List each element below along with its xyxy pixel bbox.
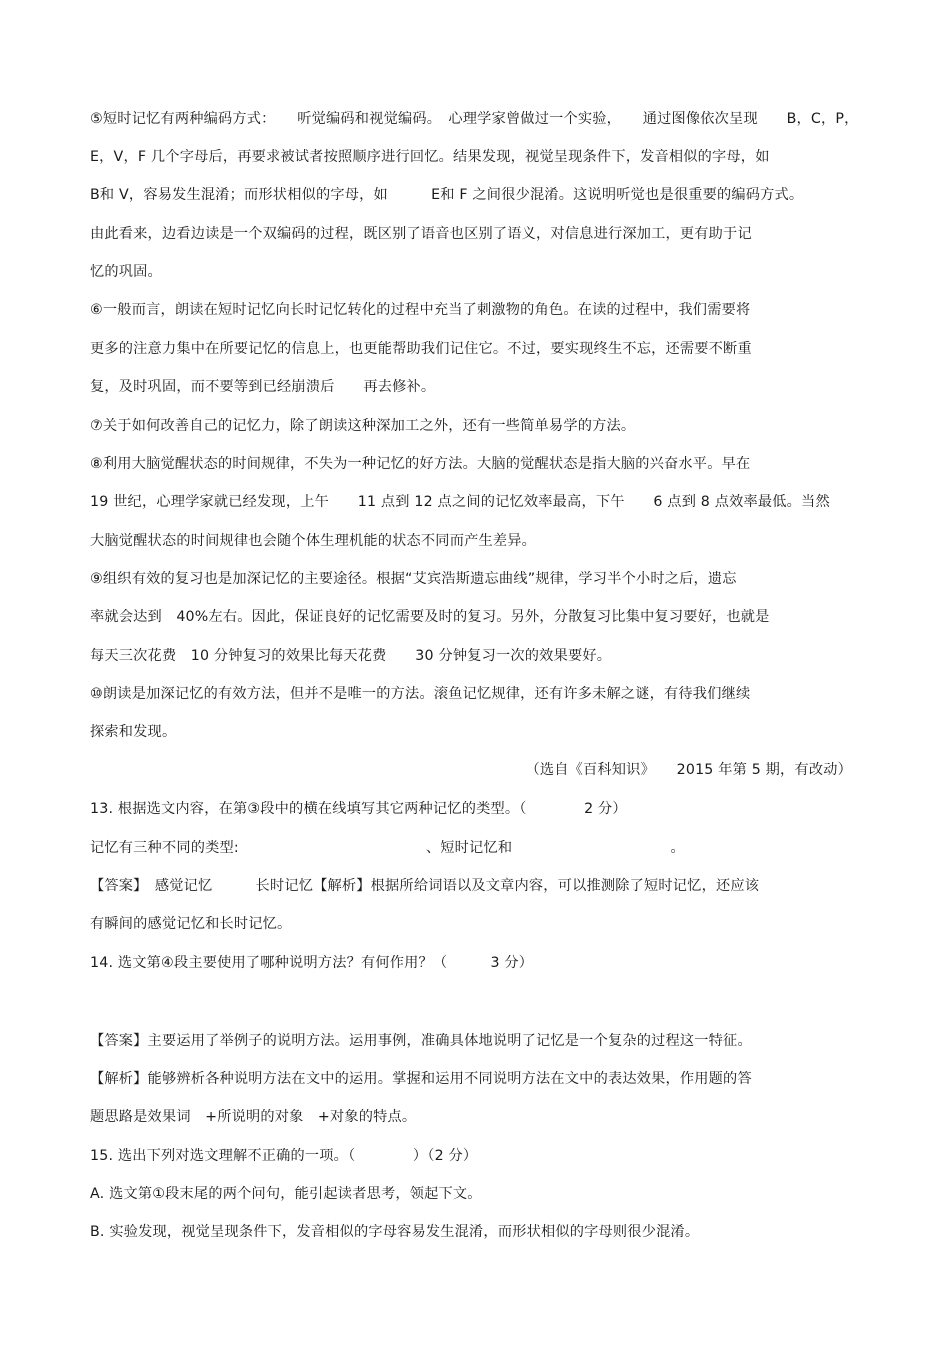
question-13-prompt: 13. 根据选文内容，在第③段中的横在线填写其它两种记忆的类型。（ 2 分） [90,801,627,817]
question-13-answer-line-2: 有瞬间的感觉记忆和长时记忆。 [90,916,292,932]
paragraph-8-line-3: 大脑觉醒状态的时间规律也会随个体生理机能的状态不同而产生差异。 [90,533,537,549]
paragraph-9-line-1: ⑨组织有效的复习也是加深记忆的主要途径。根据“艾宾浩斯遗忘曲线”规律，学习半个小时之后，遗忘 [90,571,737,587]
question-14-prompt: 14. 选文第④段主要使用了哪种说明方法？有何作用？（ 3 分） [90,955,534,971]
question-13-answer-line-1: 【答案】 感觉记忆 长时记忆【解析】根据所给词语以及文章内容，可以推测除了短时记忆，还应该 [90,878,760,894]
paragraph-6-line-2: 更多的注意力集中在所要记忆的信息上，也更能帮助我们记住它。不过，要实现终生不忘，还需要不断重 [90,341,752,357]
paragraph-9-line-2: 率就会达到 40%左右。因此，保证良好的记忆需要及时的复习。另外，分散复习比集中复习要好，也就是 [90,609,770,625]
question-15-option-a: A. 选文第①段末尾的两个问句，能引起读者思考，领起下文。 [90,1186,482,1202]
paragraph-8-line-2: 19 世纪，心理学家就已经发现，上午 11 点到 12 点之间的记忆效率最高，下午 6 点到 8 点效率最低。当然 [90,494,830,510]
paragraph-5-line-1: ⑤短时记忆有两种编码方式： 听觉编码和视觉编码。 心理学家曾做过一个实验， 通过图像依次呈现 B，C，P， [90,111,859,127]
paragraph-5-line-4: 由此看来，边看边读是一个双编码的过程，既区别了语音也区别了语义，对信息进行深加工，更有助于记 [90,226,752,242]
paragraph-6-line-1: ⑥一般而言，朗读在短时记忆向长时记忆转化的过程中充当了刺激物的角色。在读的过程中，我们需要将 [90,302,751,318]
paragraph-8-line-1: ⑧利用大脑觉醒状态的时间规律，不失为一种记忆的好方法。大脑的觉醒状态是指大脑的兴奋水平。早在 [90,456,751,472]
paragraph-6-line-3: 复，及时巩固，而不要等到已经崩溃后 再去修补。 [90,379,436,395]
source-citation: （选自《百科知识》 2015 年第 5 期，有改动） [525,762,852,778]
question-15-prompt: 15. 选出下列对选文理解不正确的一项。（ ）（2 分） [90,1148,478,1164]
paragraph-5-line-5: 忆的巩固。 [90,264,162,280]
question-14-analysis-line-2: 题思路是效果词 +所说明的对象 +对象的特点。 [90,1109,417,1125]
question-14-answer: 【答案】主要运用了举例子的说明方法。运用事例，准确具体地说明了记忆是一个复杂的过程这一特征。 [90,1033,752,1049]
question-13-fill-line: 记忆有三种不同的类型: 、短时记忆和 。 [90,840,685,856]
paragraph-5-line-3: B和 V，容易发生混淆；而形状相似的字母，如 E和 F 之间很少混淆。这说明听觉也是很重要的编码方式。 [90,187,804,203]
paragraph-10-line-1: ⑩朗读是加深记忆的有效方法，但并不是唯一的方法。滚鱼记忆规律，还有许多未解之谜，有待我们继续 [90,686,751,702]
paragraph-10-line-2: 探索和发现。 [90,724,177,740]
question-15-option-b: B. 实验发现，视觉呈现条件下，发音相似的字母容易发生混淆，而形状相似的字母则很少混淆。 [90,1224,700,1240]
paragraph-9-line-3: 每天三次花费 10 分钟复习的效果比每天花费 30 分钟复习一次的效果要好。 [90,648,612,664]
paragraph-5-line-2: E，V，F 几个字母后，再要求被试者按照顺序进行回忆。结果发现，视觉呈现条件下，发音相似的字母，如 [90,149,770,165]
paragraph-7: ⑦关于如何改善自己的记忆力，除了朗读这种深加工之外，还有一些简单易学的方法。 [90,418,636,434]
question-14-analysis-line-1: 【解析】能够辨析各种说明方法在文中的运用。掌握和运用不同说明方法在文中的表达效果，作用题的答 [90,1071,752,1087]
